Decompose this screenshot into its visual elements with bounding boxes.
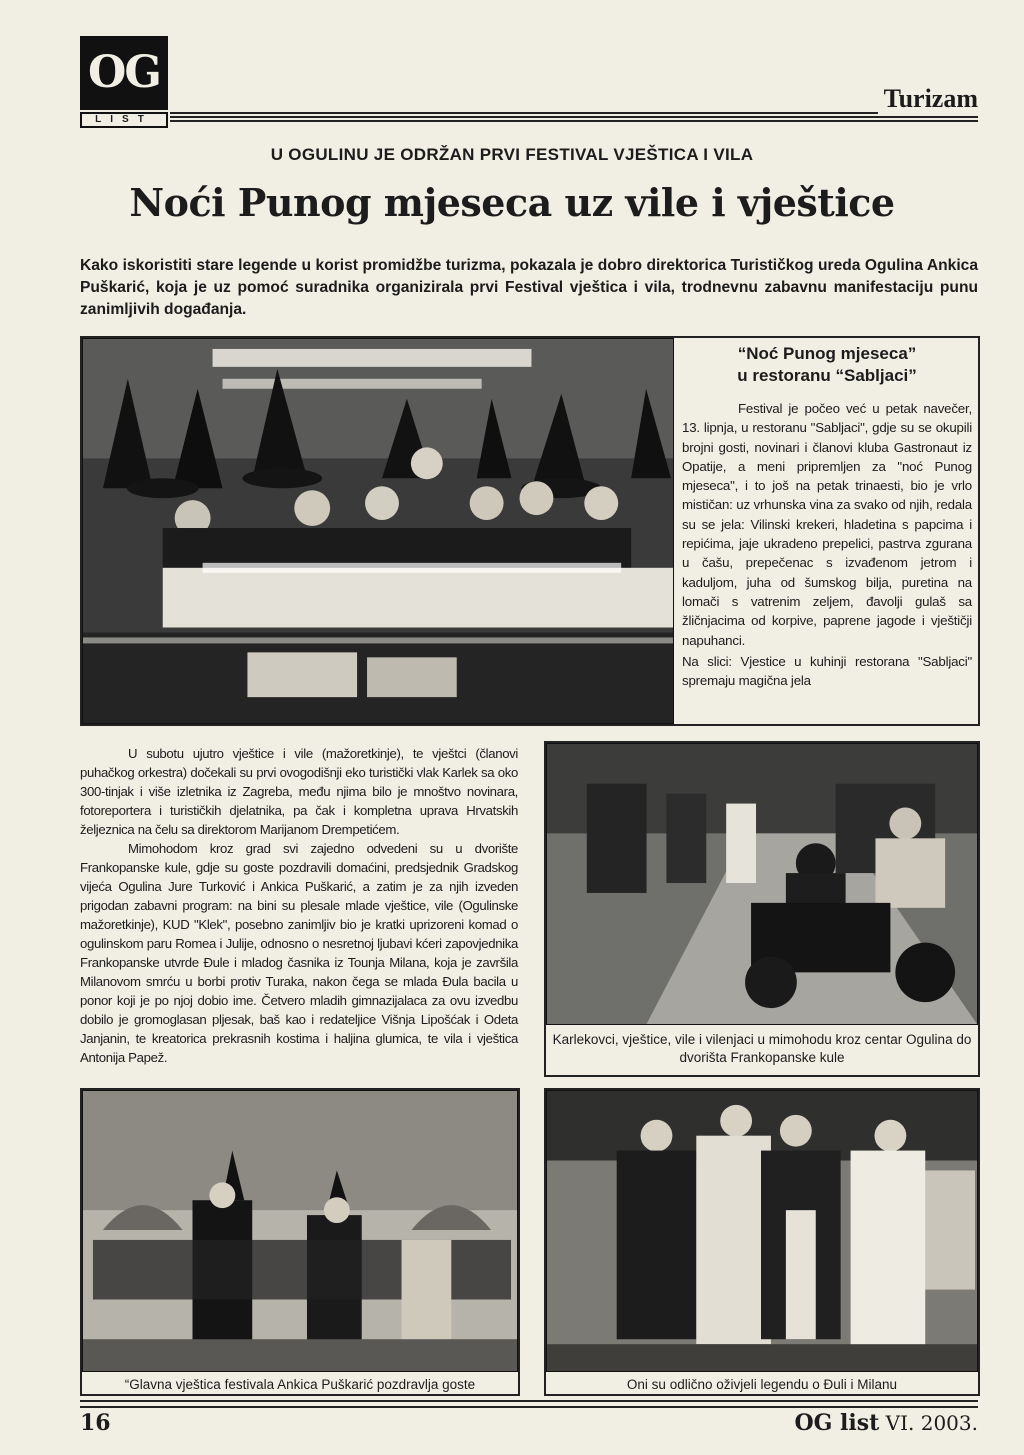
logo-subtitle: LIST — [80, 112, 168, 128]
page-number: 16 — [80, 1410, 111, 1436]
footer-brand-name: OG list — [794, 1410, 880, 1436]
article-lead: Kako iskoristiti stare legende u korist promidžbe turizma, pokazala je dobro direktorica Turističkog ureda Ogulina Ankica Puškarić, koja je uz pomoć suradnika organizirala prvi Festival vještica i vila, trodnevnu zabavnu manifestaciju punu zanimljivih događanja. — [80, 257, 978, 318]
kitchen-witches-photo — [82, 338, 674, 724]
legend-caption: Oni su odlično oživjeli legendu o Đuli i Milanu — [626, 1377, 898, 1392]
footer-rule — [80, 1400, 978, 1408]
sidebar-photo-caption: Na slici: Vjestice u kuhinji restorana "Sabljaci" spremaju magična jela — [682, 653, 972, 689]
footer-issue: VI. 2003. — [885, 1411, 978, 1435]
header-rule — [170, 112, 978, 122]
sidebar-body: Festival je počeo već u petak navečer, 13. lipnja, u restoranu "Sabljaci", gdje su se okupili brojni gosti, novinari i članovi kluba Gastronaut iz Opatije, a meni pripremljen za "noć Punog mjeseca", i to još na petak trinaesti, bio je vrlo mističan: uz vrhunska vina za svako od njih, redala su se jela: Vilinski krekeri, hladetina s papcima i repićima, jaje ukradeno prepelici, pastrva zgurana u čašu, prepečenac s izvađenom jetrom i kaduljom, juha od šumskog bilja, puretina na lomači s vatrenim zeljem, đavolji gulaš sa žličnjacima od korpive, paprene jagode i vještičji napuhanci. — [682, 401, 972, 648]
stage-caption: “Glavna vještica festivala Ankica Puškarić pozdravlja goste — [124, 1377, 476, 1392]
og-list-logo — [80, 36, 168, 128]
stage-witches-photo — [82, 1090, 518, 1372]
article-headline: Noći Punog mjeseca uz vile i vještice — [129, 180, 895, 225]
body-paragraph: Mimohodom kroz grad svi zajedno odvedeni su u dvorište Frankopanske kule, gdje su goste pozdravili domaćini, predsjednik Gradskog vijeća Ogulina Jure Turković i Ankica Puškarić, a zatim je za njih izveden prigodan zabavni program: na bini su plesale mlade vještice, vile (Ogulinske mažoretkinje), KUD "Klek", posebno zanimljiv bio je kratki uprizoreni komad o ogulinskom paru Romea i Julije, odnosno o nesretnoj ljubavi kćeri zapovjednika Frankopanske utvrde Đule i mladog časnika iz Tounja Milana, koja je završila Milanovom smrću u borbi protiv Turaka, nakon čega se mlada Đula bacila u ponor koji je po njoj dobio ime. Četvero mladih gimnazijalaca za ovu izvedbu dobilo je gromoglasan pljesak, baš kao i redateljice Višnja Lipošćak i Odeta Janjanin, te kreatorica prekrasnih kostima i haljina glumica, te vila i vještica Antonija Papež. — [80, 841, 518, 1065]
sidebar-title: “Noć Punog mjeseca” u restoranu “Sabljaci” — [737, 344, 917, 385]
sidebar-article — [682, 343, 972, 690]
logo-mark: OG — [80, 36, 168, 110]
footer-publication — [794, 1410, 978, 1436]
article-body — [80, 744, 518, 1067]
section-label: Turizam — [878, 84, 978, 114]
parade-photo — [546, 743, 978, 1025]
legend-actors-photo — [546, 1090, 978, 1372]
article-kicker: U OGULINU JE ODRŽAN PRVI FESTIVAL VJEŠTICA I VILA — [270, 145, 754, 164]
body-paragraph: U subotu ujutro vještice i vile (mažoretkinje), te vještci (članovi puhačkog orkestra) dočekali su prvi ovogodišnji eko turistički vlak Karlek sa oko 300-tinjak i više izletnika iz Zagreba, među njima bilo je mnoštvo novinara, fotoreportera i turističkih djelatnika, pa čak i kompletna uprava Hrvatskih željeznica na čelu sa direktorom Marijanom Drempetićem. — [80, 746, 518, 837]
parade-caption: Karlekovci, vještice, vile i vilenjaci u mimohodu kroz centar Ogulina do dvorišta Frankopanske kule — [552, 1032, 972, 1065]
